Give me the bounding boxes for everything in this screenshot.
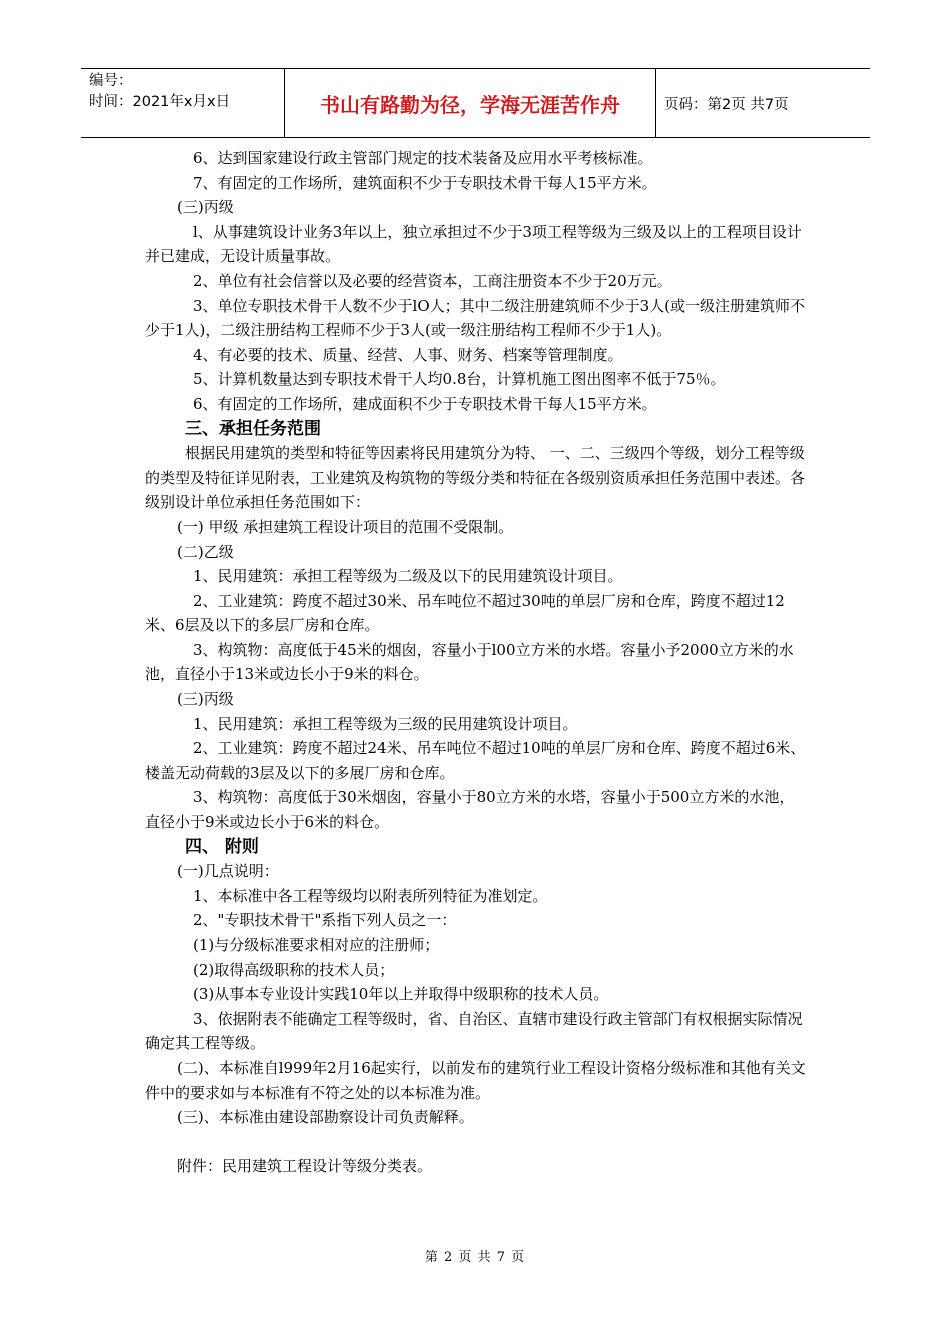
paragraph: 3、依据附表不能确定工程等级时，省、自治区、直辖市建设行政主管部门有权根据实际情况确定其工程等级。 <box>145 1009 803 1053</box>
paragraph: 2、工业建筑：跨度不超过24米、吊车吨位不超过10吨的单层厂房和仓库、跨度不超过6米、楼盖无动荷载的3层及以下的多展厂房和仓库。 <box>145 739 806 782</box>
paragraph: (1)与分级标准要求相对应的注册师； <box>193 936 440 954</box>
paragraph: 1、民用建筑：承担工程等级为二级及以下的民用建筑设计项目。 <box>193 567 623 586</box>
document-number-label: 编号： <box>89 73 133 89</box>
header-motto: 书山有路勤为径，学海无涯苦作舟 <box>284 69 656 137</box>
paragraph: (一) 甲级 承担建筑工程设计项目的范围不受限制。 <box>177 517 514 536</box>
paragraph: (二)乙级 <box>177 542 234 561</box>
section-heading: 四、 附则 <box>185 836 259 857</box>
paragraph: (三)、本标准由建设部勘察设计司负责解释。 <box>177 1108 474 1127</box>
paragraph: 2、单位有社会信誉以及必要的经营资本，工商注册资本不少于20万元。 <box>193 271 672 290</box>
paragraph: 2、工业建筑：跨度不超过30米、吊车吨位不超过30吨的单层厂房和仓库，跨度不超过12米、6层及以下的多层厂房和仓库。 <box>145 591 785 635</box>
paragraph: 3、构筑物：高度低于45米的烟囱，容量小于l00立方米的水塔。容量小予2000立方米的水池，直径小于13米或边长小于9米的料仓。 <box>145 640 794 684</box>
paragraph: 附件：民用建筑工程设计等级分类表。 <box>177 1156 433 1175</box>
paragraph: 根据民用建筑的类型和特征等因素将民用建筑分为特、 一、二、三级四个等级，划分工程等级的类型及特征详见附表，工业建筑及构筑物的等级分类和特征在各级别资质承担任务范围中表述。各级别设计单位承担任务范围如下： <box>145 444 806 512</box>
paragraph: 6、有固定的工作场所，建成面积不少于专职技术骨干每人15平方米。 <box>193 394 657 413</box>
paragraph: l、从事建筑设计业务3年以上，独立承担过不少于3项工程等级为三级及以上的工程项目设计并已建成，无设计质量事故。 <box>145 222 802 266</box>
paragraph: 3、单位专职技术骨干人数不少于lO人；其中二级注册建筑师不少于3人(或一级注册建筑师不少于1人)，二级注册结构工程师不少于3人(或一级注册结构工程师不少于1人)。 <box>145 296 806 340</box>
paragraph: 3、构筑物：高度低于30米烟囱，容量小于80立方米的水塔，容量小于500立方米的水池，直径小于9米或边长小于6米的料仓。 <box>145 788 795 832</box>
header-meta-cell <box>81 69 284 137</box>
paragraph: (一)几点说明： <box>177 862 279 881</box>
paragraph: 4、有必要的技术、质量、经营、人事、财务、档案等管理制度。 <box>193 345 623 364</box>
header-page-number: 页码：第2页 共7页 <box>664 96 789 113</box>
page-header <box>81 68 870 138</box>
paragraph: (3)从事本专业设计实践10年以上并取得中级职称的技术人员。 <box>193 985 609 1004</box>
paragraph: (2)取得高级职称的技术人员； <box>193 960 395 979</box>
paragraph: 5、计算机数量达到专职技术骨干人均0.8台，计算机施工图出图率不低于75％。 <box>193 370 726 389</box>
section-heading: 三、承担任务范围 <box>185 418 321 439</box>
paragraph: (二)、本标准自l999年2月16起实行，以前发布的建筑行业工程设计资格分级标准和其他有关文件中的要求如与本标准有不符之处的以本标准为准。 <box>145 1058 806 1102</box>
paragraph-spacer <box>145 1130 809 1154</box>
paragraph: 6、达到国家建设行政主管部门规定的技术装备及应用水平考核标准。 <box>193 149 653 167</box>
paragraph: 7、有固定的工作场所，建筑面积不少于专职技术骨干每人15平方米。 <box>193 173 657 192</box>
paragraph: (三)丙级 <box>177 690 234 709</box>
paragraph: 1、民用建筑：承担工程等级为三级的民用建筑设计项目。 <box>193 714 578 733</box>
paragraph: 1、本标准中各工程等级均以附表所列特征为准划定。 <box>193 886 548 905</box>
document-date-label: 时间：2021年x月x日 <box>89 94 231 110</box>
page-footer: 第 2 页 共 7 页 <box>424 1250 526 1265</box>
paragraph: 2、"专职技术骨干"系指下列人员之一： <box>193 911 457 930</box>
document-body <box>145 146 809 1178</box>
paragraph: (三)丙级 <box>177 198 234 217</box>
